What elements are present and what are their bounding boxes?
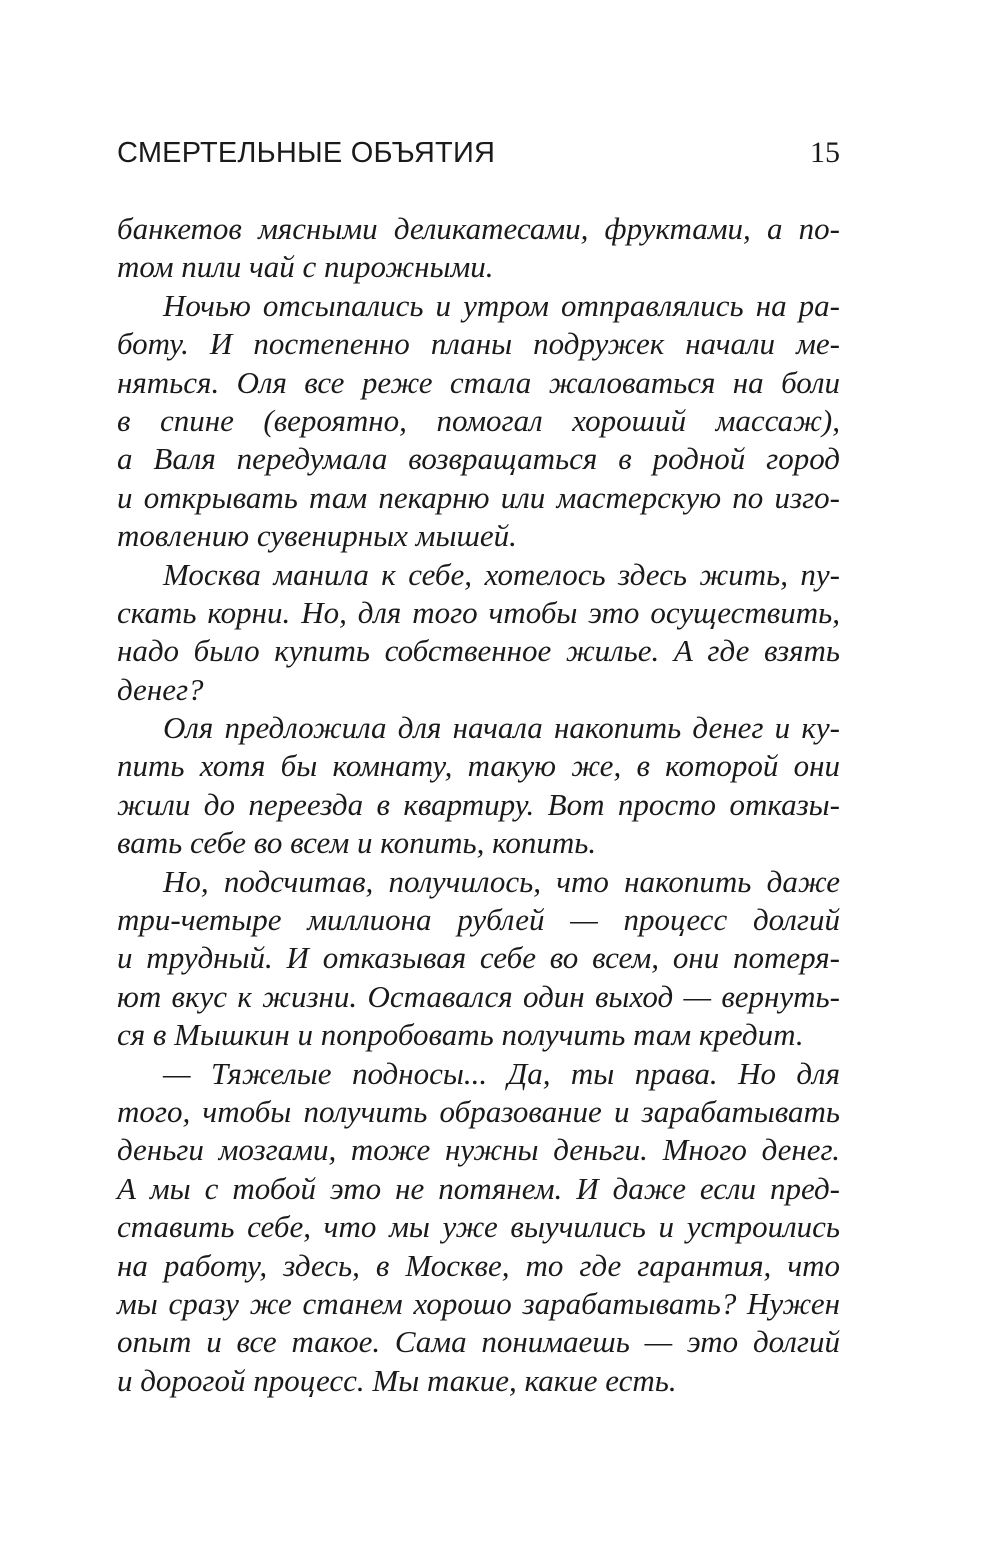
- text-line: том пили чай с пирожными.: [117, 249, 494, 285]
- text-line: пить хотя бы комнату, такую же, в которой они: [117, 748, 840, 784]
- text-line: няться. Оля все реже стала жаловаться на боли: [117, 364, 840, 400]
- text-line: Ночью отсыпались и утром отправлялись на ра-: [163, 287, 840, 323]
- text-line: ся в Мышкин и попробовать получить там кредит.: [117, 1017, 804, 1053]
- text-line: Оля предложила для начала накопить денег и ку-: [163, 710, 840, 746]
- text-line: Но, подсчитав, получилось, что накопить даже: [163, 863, 840, 899]
- text-line: в спине (вероятно, помогал хороший массаж),: [117, 402, 840, 438]
- paragraph: [117, 210, 840, 287]
- text-line: опыт и все такое. Сама понимаешь — это долгий: [117, 1324, 840, 1360]
- text-line: А мы с тобой это не потянем. И даже если пред-: [117, 1170, 840, 1206]
- text-line: ставить себе, что мы уже выучились и устроились: [117, 1209, 840, 1245]
- text-line: — Тяжелые подносы... Да, ты права. Но для: [163, 1055, 840, 1091]
- paragraph: [117, 287, 840, 556]
- text-line: того, чтобы получить образование и зарабатывать: [117, 1093, 840, 1129]
- paragraph: [117, 709, 840, 863]
- text-line: и дорогой процесс. Мы такие, какие есть.: [117, 1362, 677, 1398]
- body-text: [117, 210, 840, 1400]
- text-line: мы сразу же станем хорошо зарабатывать? Нужен: [117, 1285, 840, 1321]
- text-line: и открывать там пекарню или мастерскую по изго-: [117, 479, 840, 515]
- text-line: денег?: [117, 671, 204, 707]
- text-line: вать себе во всем и копить, копить.: [117, 825, 597, 861]
- text-line: надо было купить собственное жилье. А где взять: [117, 633, 840, 669]
- paragraph: [117, 863, 840, 1055]
- paragraph: [117, 1055, 840, 1401]
- text-line: банкетов мясными деликатесами, фруктами, а по-: [117, 211, 840, 246]
- text-line: Москва манила к себе, хотелось здесь жить, пу-: [163, 556, 840, 592]
- text-line: товлению сувенирных мышей.: [117, 518, 517, 554]
- text-line: ют вкус к жизни. Оставался один выход — вернуть-: [117, 978, 840, 1014]
- text-line: боту. И постепенно планы подружек начали ме-: [117, 326, 840, 362]
- text-line: деньги мозгами, тоже нужны деньги. Много денег.: [117, 1132, 840, 1168]
- text-line: жили до переезда в квартиру. Вот просто отказы-: [117, 786, 840, 822]
- paragraph: [117, 556, 840, 710]
- text-line: три-четыре миллиона рублей — процесс долгий: [117, 902, 840, 938]
- text-line: скать корни. Но, для того чтобы это осуществить,: [117, 594, 840, 630]
- text-line: на работу, здесь, в Москве, то где гарантия, что: [117, 1247, 840, 1283]
- text-line: и трудный. И отказывая себе во всем, они потеря-: [117, 940, 840, 976]
- running-header: [117, 131, 840, 175]
- running-title: СМЕРТЕЛЬНЫЕ ОБЪЯТИЯ: [117, 137, 496, 169]
- page-number: 15: [810, 136, 840, 169]
- text-line: а Валя передумала возвращаться в родной город: [117, 441, 840, 477]
